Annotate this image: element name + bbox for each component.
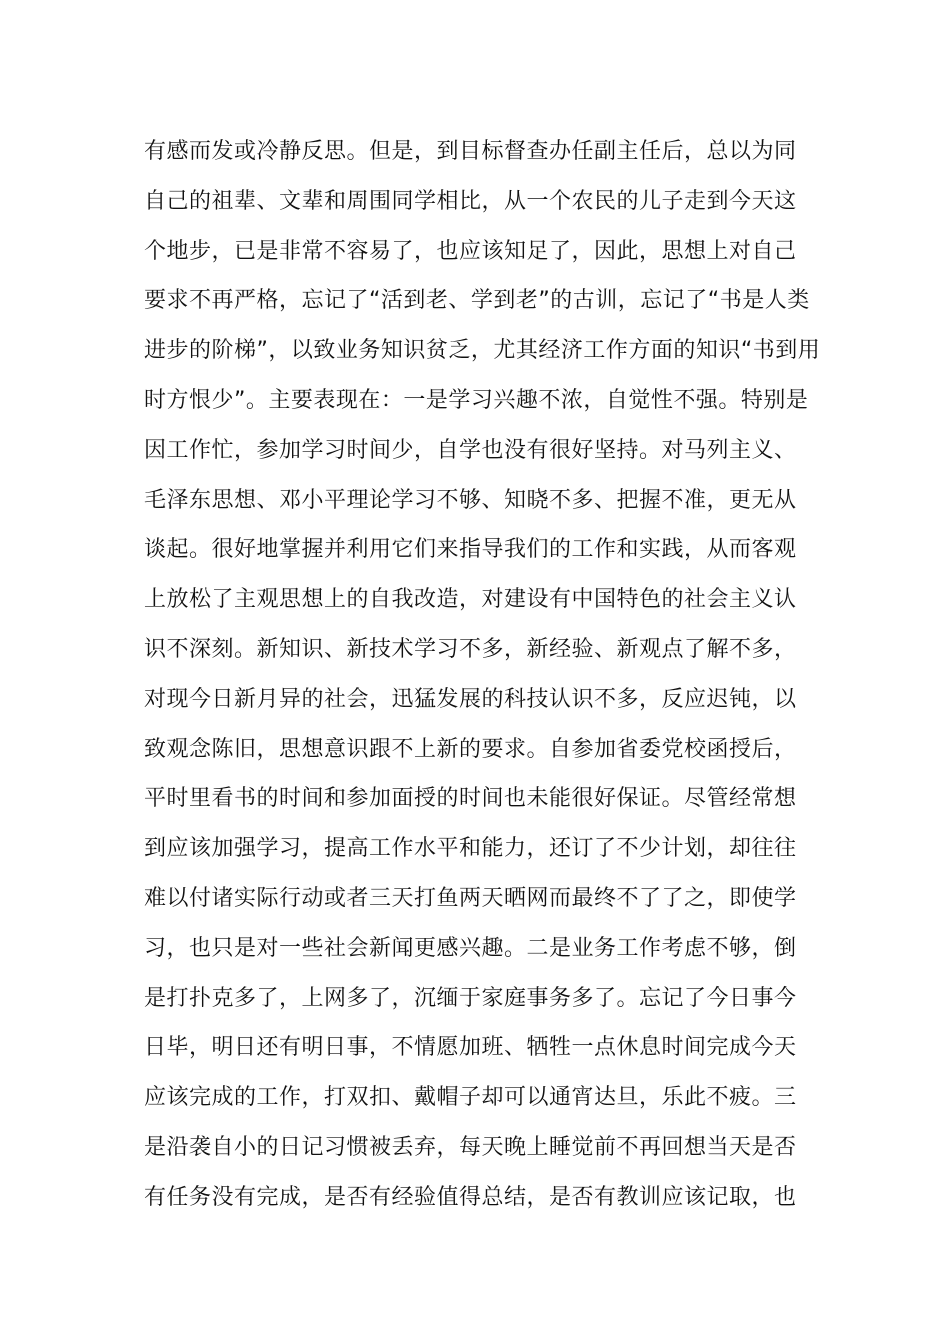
text-line: 上放松了主观思想上的自我改造，对建设有中国特色的社会主义认 [144,587,797,613]
text-line: 要求不再严格，忘记了“活到老、学到老”的古训，忘记了“书是人类 [144,288,810,314]
text-line: 自己的祖辈、文辈和周围同学相比，从一个农民的儿子走到今天这 [144,188,797,214]
text-line: 识不深刻。新知识、新技术学习不多，新经验、新观点了解不多， [144,636,797,662]
text-line: 个地步，已是非常不容易了，也应该知足了，因此，思想上对自己 [144,238,797,264]
text-line: 习，也只是对一些社会新闻更感兴趣。二是业务工作考虑不够，倒 [144,935,797,961]
text-line: 是打扑克多了，上网多了，沉缅于家庭事务多了。忘记了今日事今 [144,985,797,1011]
text-line: 时方恨少”。主要表现在：一是学习兴趣不浓，自觉性不强。特别是 [144,387,809,413]
text-line: 是沿袭自小的日记习惯被丢弃，每天晚上睡觉前不再回想当天是否 [144,1134,797,1160]
text-line: 进步的阶梯”，以致业务知识贫乏，尤其经济工作方面的知识“书到用 [144,338,821,364]
text-line: 因工作忙，参加学习时间少，自学也没有很好坚持。对马列主义、 [144,437,797,463]
text-line: 毛泽东思想、邓小平理论学习不够、知晓不多、把握不准，更无从 [144,487,797,513]
text-line: 致观念陈旧，思想意识跟不上新的要求。自参加省委党校函授后， [144,736,797,762]
text-line: 对现今日新月异的社会，迅猛发展的科技认识不多，反应迟钝，以 [144,686,797,712]
text-line: 应该完成的工作，打双扣、戴帽子却可以通宵达旦，乐此不疲。三 [144,1085,797,1111]
text-line: 平时里看书的时间和参加面授的时间也未能很好保证。尽管经常想 [144,786,797,812]
text-line: 谈起。很好地掌握并利用它们来指导我们的工作和实践，从而客观 [144,537,797,563]
text-line: 难以付诸实际行动或者三天打鱼两天晒网而最终不了了之，即使学 [144,885,797,911]
body-paragraph [144,127,821,1223]
text-line: 到应该加强学习，提高工作水平和能力，还订了不少计划，却往往 [144,836,797,862]
text-line: 日毕，明日还有明日事，不情愿加班、牺牲一点休息时间完成今天 [144,1035,797,1061]
text-line: 有任务没有完成，是否有经验值得总结，是否有教训应该记取，也 [144,1184,797,1210]
text-line: 有感而发或冷静反思。但是，到目标督查办任副主任后，总以为同 [144,139,797,164]
